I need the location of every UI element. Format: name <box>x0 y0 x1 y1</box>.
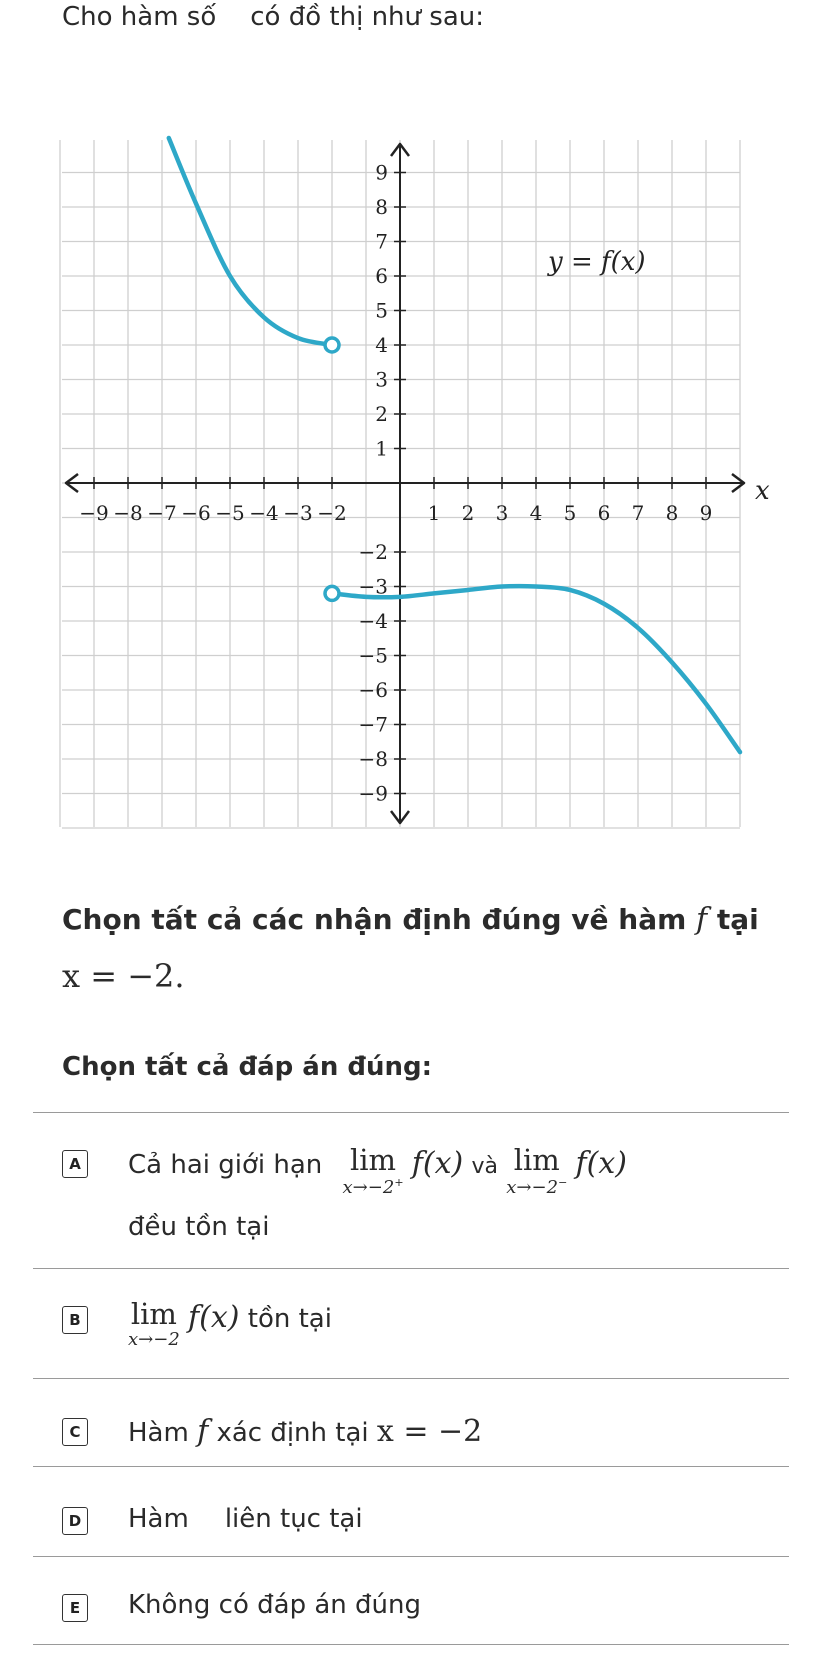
y-tick-label: 2 <box>375 402 388 426</box>
y-tick-label: −7 <box>358 712 388 737</box>
option-d-post: liên tục tại <box>224 1504 363 1534</box>
option-b-fx: f(x) <box>188 1300 240 1335</box>
option-b-lim-sub: x→−2 <box>128 1329 180 1350</box>
y-tick-label: 6 <box>375 264 388 288</box>
y-tick-label: 4 <box>375 333 388 357</box>
option-a-mid: và <box>471 1154 499 1179</box>
option-a-lim2-sub: x→−2 <box>506 1177 559 1198</box>
option-a-lim1-sub: x→−2 <box>342 1177 395 1198</box>
y-tick-label: 5 <box>375 298 388 323</box>
question-fn: f <box>696 902 708 937</box>
option-a-lim1: lim <box>350 1143 397 1177</box>
y-tick-label: −9 <box>358 781 388 806</box>
option-c-pre: Hàm <box>128 1418 189 1448</box>
x-tick-label: 5 <box>563 501 577 525</box>
x-tick-label: 3 <box>495 501 509 525</box>
question-tail: tại <box>716 903 759 936</box>
option-a-badge[interactable]: A <box>62 1150 88 1178</box>
option-a-lim2: lim <box>513 1143 560 1177</box>
x-tick-label: 6 <box>597 501 611 525</box>
question-text: Chọn tất cả các nhận định đúng về hàm <box>62 903 687 936</box>
option-c-fn: f <box>197 1414 209 1449</box>
y-tick-label: 8 <box>375 195 388 219</box>
option-b-lim: lim <box>130 1297 177 1331</box>
y-tick-label: 1 <box>375 436 388 461</box>
option-b-badge[interactable]: B <box>62 1306 88 1334</box>
intro-after: có đồ thị như sau: <box>250 2 484 32</box>
option-a-line1 <box>128 1143 627 1198</box>
x-tick-label: 1 <box>427 501 441 525</box>
open-endpoint-2 <box>325 586 339 600</box>
x-tick-label: −6 <box>181 501 211 525</box>
function-label: y = f(x) <box>548 247 646 277</box>
option-b-text <box>128 1297 332 1350</box>
option-e-text: Không có đáp án đúng <box>128 1590 421 1620</box>
x-tick-label: 7 <box>631 501 645 525</box>
question-math: x = −2. <box>62 957 185 995</box>
x-tick-label: 2 <box>461 501 475 525</box>
x-tick-label: −7 <box>147 501 177 525</box>
divider <box>33 1466 789 1467</box>
option-c-mid: xác định tại <box>216 1418 369 1448</box>
x-tick-label: −8 <box>113 501 143 525</box>
option-a-lim2-sup: − <box>558 1176 568 1189</box>
option-c-text <box>128 1414 482 1449</box>
option-d-text <box>128 1504 363 1534</box>
divider <box>33 1378 789 1379</box>
x-tick-label: 9 <box>699 501 713 525</box>
y-tick-label: 7 <box>375 229 388 254</box>
x-tick-label: −5 <box>215 501 245 525</box>
y-tick-label: −2 <box>358 540 388 564</box>
y-tick-label: −8 <box>358 747 388 771</box>
option-a-lim1-sup: + <box>394 1176 404 1189</box>
option-a-fx: f(x) <box>411 1146 464 1181</box>
option-d-badge[interactable]: D <box>62 1507 88 1535</box>
divider <box>33 1644 789 1645</box>
x-tick-label: 8 <box>665 501 679 525</box>
option-a-fx2: f(x) <box>575 1146 627 1181</box>
x-axis-label: x <box>755 476 770 506</box>
question <box>62 892 802 1006</box>
y-tick-label: −6 <box>358 678 388 702</box>
option-e-badge[interactable]: E <box>62 1594 88 1622</box>
divider <box>33 1112 789 1113</box>
divider <box>33 1556 789 1557</box>
x-tick-label: −9 <box>79 501 109 525</box>
y-tick-label: −3 <box>358 574 388 599</box>
x-tick-label: −3 <box>283 501 313 525</box>
option-a-pre: Cả hai giới hạn <box>128 1150 323 1180</box>
x-tick-label: −2 <box>317 501 347 525</box>
option-c-badge[interactable]: C <box>62 1418 88 1446</box>
x-tick-label: 4 <box>529 501 543 525</box>
option-c-math: x = −2 <box>376 1414 483 1449</box>
option-a-line2: đều tồn tại <box>128 1212 270 1242</box>
open-endpoint-1 <box>325 338 339 352</box>
y-tick-label: −4 <box>358 609 388 633</box>
option-b-post: tồn tại <box>247 1304 332 1334</box>
y-tick-label: −5 <box>358 643 388 668</box>
divider <box>33 1268 789 1269</box>
curves <box>169 138 740 752</box>
option-d-pre: Hàm <box>128 1504 189 1534</box>
intro-before: Cho hàm số <box>62 2 217 32</box>
prompt: Chọn tất cả đáp án đúng: <box>62 1052 433 1082</box>
x-tick-label: −4 <box>249 501 279 525</box>
axes <box>66 144 744 823</box>
y-tick-label: 9 <box>375 160 388 185</box>
y-tick-label: 3 <box>375 367 388 392</box>
